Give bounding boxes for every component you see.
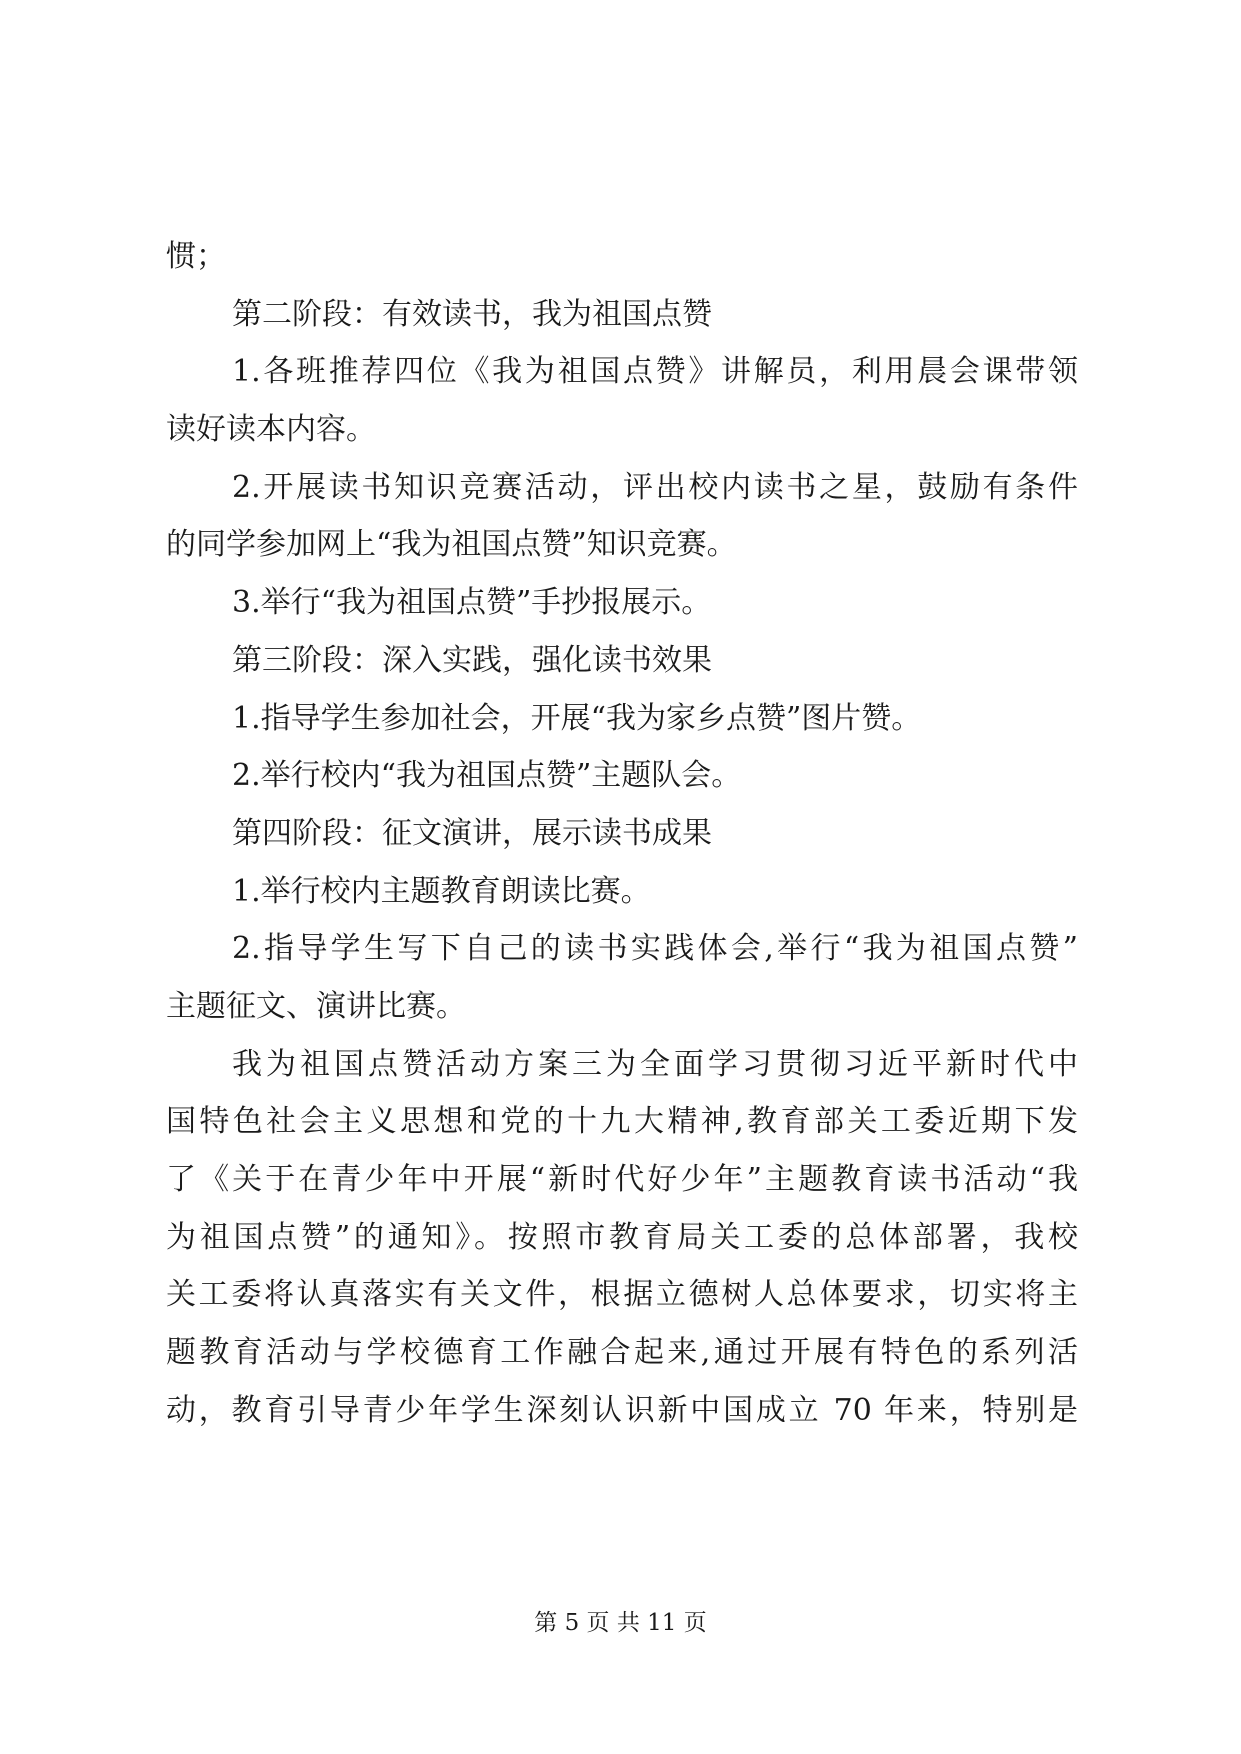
text-line: 了《关于在青少年中开展“新时代好少年”主题教育读书活动“我 bbox=[166, 1162, 1078, 1197]
body-text bbox=[166, 228, 1078, 1439]
text-line: 第三阶段：深入实践，强化读书效果 bbox=[232, 642, 712, 678]
text-line: 1.各班推荐四位《我为祖国点赞》讲解员，利用晨会课带领 bbox=[232, 354, 1078, 390]
text-line: 3.举行“我为祖国点赞”手抄报展示。 bbox=[232, 585, 712, 621]
text-line: 惯； bbox=[166, 239, 226, 274]
page-footer: 第 5 页 共 11 页 bbox=[534, 1610, 707, 1636]
text-line: 2.举行校内“我为祖国点赞”主题队会。 bbox=[232, 758, 742, 794]
text-line: 关工委将认真落实有关文件，根据立德树人总体要求，切实将主 bbox=[166, 1277, 1078, 1313]
text-line: 第二阶段：有效读书，我为祖国点赞 bbox=[232, 296, 712, 332]
text-line: 国特色社会主义思想和党的十九大精神,教育部关工委近期下发 bbox=[166, 1104, 1078, 1140]
text-line: 1.指导学生参加社会，开展“我为家乡点赞”图片赞。 bbox=[232, 700, 922, 736]
text-line: 2.开展读书知识竞赛活动，评出校内读书之星，鼓励有条件 bbox=[232, 469, 1078, 505]
text-line: 第四阶段：征文演讲，展示读书成果 bbox=[232, 815, 712, 851]
text-line: 2.指导学生写下自己的读书实践体会,举行“我为祖国点赞” bbox=[232, 931, 1078, 967]
text-line: 的同学参加网上“我为祖国点赞”知识竞赛。 bbox=[166, 527, 737, 563]
text-line: 主题征文、演讲比赛。 bbox=[166, 988, 466, 1024]
text-line: 读好读本内容。 bbox=[166, 412, 376, 448]
text-line: 我为祖国点赞活动方案三为全面学习贯彻习近平新时代中 bbox=[232, 1046, 1078, 1082]
text-line: 为祖国点赞”的通知》。按照市教育局关工委的总体部署，我校 bbox=[166, 1219, 1078, 1255]
text-line: 题教育活动与学校德育工作融合起来,通过开展有特色的系列活 bbox=[166, 1335, 1078, 1371]
text-line: 动，教育引导青少年学生深刻认识新中国成立 70 年来，特别是 bbox=[166, 1392, 1078, 1428]
text-line: 1.举行校内主题教育朗读比赛。 bbox=[232, 873, 651, 909]
